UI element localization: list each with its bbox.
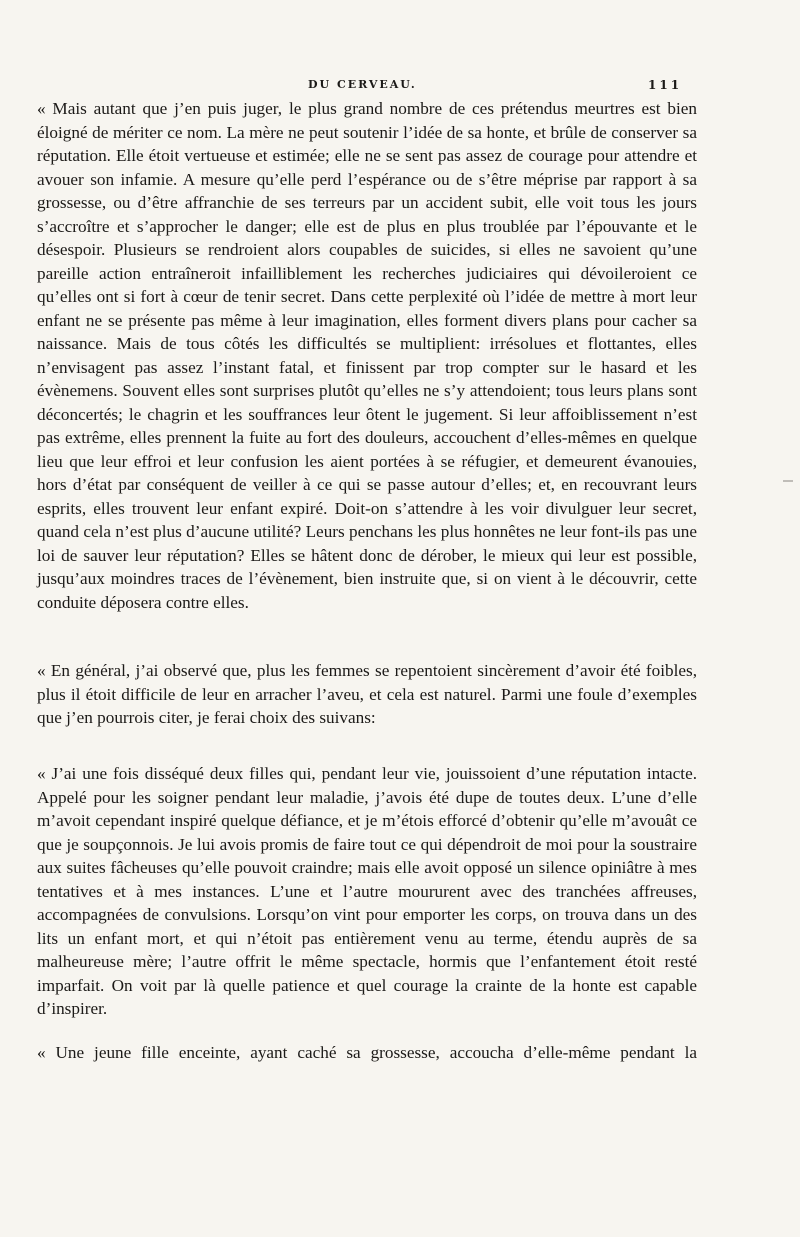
paragraph-3: « J’ai une fois disséqué deux filles qui, pendant leur vie, jouissoient d’une réputation intacte. Appelé pour les soigner pendant leur maladie, j’avois été dupe de toutes deux. L’une d’elle m’avoit cependant inspiré quelque défiance, et je m’étois efforcé d’obtenir qu’elle m’avouât ce que je soupçonnois. Je lui avois promis de faire tout ce qui dépendroit de moi pour la soustraire aux suites fâcheuses qu’elle pouvoit craindre; mais elle avoit opposé un silence opiniâtre à mes tentatives et à mes instances. L’une et l’autre moururent avec des tranchées affreuses, accompagnées de convulsions. Lorsqu’on vint pour emporter les corps, on trouva dans un des lits un enfant mort, et qui n’étoit pas entièrement venu au terme, étendu auprès de sa malheureuse mère; l’autre offrit le même spectacle, hormis que l’enfantement étoit resté imparfait. On voit par là quelle patience et quel courage la crainte de la honte est capable d’inspirer. xyxy=(37,764,697,1018)
paragraph-4: « Une jeune fille enceinte, ayant caché sa grossesse, accoucha d’elle-même pendant la xyxy=(37,1043,697,1062)
page-number: 111 xyxy=(648,78,683,92)
running-title: DU CERVEAU. xyxy=(308,78,417,91)
running-head xyxy=(0,78,800,98)
paragraph-1: « Mais autant que j’en puis juger, le plus grand nombre de ces prétendus meurtres est bien éloigné de mériter ce nom. La mère ne peut soutenir l’idée de sa honte, et brûle de conserver sa réputation. Elle étoit vertueuse et estimée; elle ne se sent pas assez de courage pour attendre et avouer son infamie. A mesure qu’elle perd l’espérance ou de s’être méprise par rapport à sa grossesse, ou d’être affranchie de ses terreurs par un accident subit, elle voit tous les jours s’accroître et s’approcher le danger; elle est de plus en plus troublée par l’épouvante et le désespoir. Plusieurs se rendroient alors coupables de suicides, si elles ne savoient qu’une pareille action entraîneroit infailliblement les recherches judiciaires qui dévoileroient ce qu’elles ont si fort à cœur de tenir secret. Dans cette perplexité où l’idée de mettre à mort leur enfant ne se présente pas même à leur imagination, elles forment divers plans pour cacher sa naissance. Mais de tous côtés les difficultés se multiplient: irrésolues et flottantes, elles n’envisagent pas assez l’instant fatal, et finissent par trop compter sur le hasard et les évènemens. Souvent elles sont surprises plutôt qu’elles ne s’y attendoient; tous leurs plans sont déconcertés; le chagrin et les souffrances leur ôtent le jugement. Si leur affoiblissement n’est pas extrême, elles prennent la fuite au fort des douleurs, accouchent d’elles-mêmes en quelque lieu que leur effroi et leur confusion les aient portées à se réfugier, et demeurent évanouies, hors d’état par conséquent de veiller à ce qui se passe autour d’elles; et, en recouvrant leurs esprits, elles trouvent leur enfant expiré. Doit-on s’attendre à les voir divulguer leur secret, quand cela n’est plus d’aucune utilité? Leurs penchans les plus honnêtes ne leur font-ils pas une loi de sauver leur réputation? Elles se hâtent donc de dérober, le mieux qui leur est possible, jusqu’aux moindres traces de l’évènement, bien instruite que, si on vient à le découvrir, cette conduite déposera contre elles. xyxy=(37,99,697,612)
paragraph-2: « En général, j’ai observé que, plus les femmes se repentoient sincèrement d’avoir été foibles, plus il étoit difficile de leur en arracher l’aveu, et cela est naturel. Parmi une foule d’exemples que j’en pourrois citer, je ferai choix des suivans: xyxy=(37,661,697,727)
margin-mark xyxy=(783,480,793,482)
